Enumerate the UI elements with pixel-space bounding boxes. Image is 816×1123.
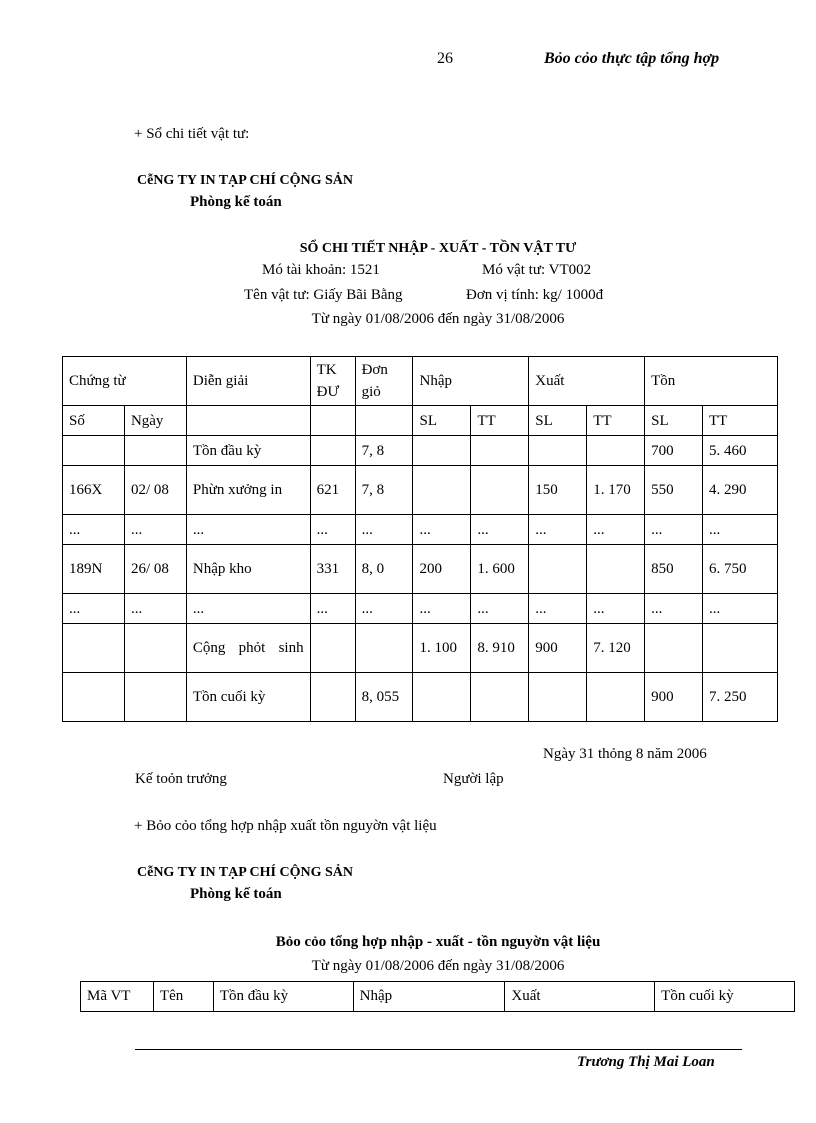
material-name: Tên vật tư: Giấy Bãi Bằng: [244, 287, 403, 303]
cell: ...: [124, 594, 186, 624]
col-receipt: Nhập: [353, 982, 505, 1012]
cell: [63, 673, 125, 722]
col-description: Diễn giải: [186, 357, 310, 406]
col-material-code: Mã VT: [81, 982, 154, 1012]
cell: [703, 624, 778, 673]
cell: [587, 436, 645, 466]
cell: [645, 624, 703, 673]
cell: 02/ 08: [124, 466, 186, 515]
table-row: [63, 466, 778, 515]
col-opening-balance: Tồn đầu kỳ: [213, 982, 353, 1012]
preparer-label: Người lập: [443, 771, 504, 787]
cell: 550: [645, 466, 703, 515]
account-code: Mó tài khoản: 1521: [262, 262, 380, 278]
footer-author: Trương Thị Mai Loan: [577, 1054, 715, 1070]
ledger-title: SỔ CHI TIẾT NHẬP - XUẤT - TỒN VẬT TƯ: [299, 241, 577, 256]
cell: [124, 673, 186, 722]
cell: 4. 290: [703, 466, 778, 515]
page-number: 26: [437, 50, 453, 67]
cell: 7, 8: [355, 466, 413, 515]
col-issue-qty: SL: [529, 406, 587, 436]
section2-company: CễNG TY IN TẠP CHÍ CỘNG SẢN: [137, 865, 353, 880]
cell: 900: [529, 624, 587, 673]
cell: [529, 673, 587, 722]
cell: [124, 624, 186, 673]
cell: ...: [310, 515, 355, 545]
cell: Phừn xưởng in: [186, 466, 310, 515]
cell: ...: [63, 594, 125, 624]
ledger-table: [62, 356, 778, 722]
cell: ...: [355, 515, 413, 545]
col-unit-price: Đơn giỏ: [355, 357, 413, 406]
cell: [587, 673, 645, 722]
cell: 8, 055: [355, 673, 413, 722]
cell: 621: [310, 466, 355, 515]
cell: [63, 436, 125, 466]
col-balance-qty: SL: [645, 406, 703, 436]
cell: ...: [703, 594, 778, 624]
footer-divider: [135, 1049, 742, 1050]
cell: 331: [310, 545, 355, 594]
section2-department: Phòng kế toán: [190, 886, 282, 902]
table-row: [63, 624, 778, 673]
cell: Tồn đầu kỳ: [186, 436, 310, 466]
cell: ...: [413, 515, 471, 545]
col-voucher-date: Ngày: [124, 406, 186, 436]
cell: [63, 624, 125, 673]
cell: 8, 0: [355, 545, 413, 594]
col-issue: Xuất: [529, 357, 645, 406]
cell: [529, 545, 587, 594]
col-balance-amount: TT: [703, 406, 778, 436]
cell: [310, 436, 355, 466]
cell: 1. 170: [587, 466, 645, 515]
summary-period: Từ ngày 01/08/2006 đến ngày 31/08/2006: [311, 958, 565, 974]
cell: 150: [529, 466, 587, 515]
cell: 189N: [63, 545, 125, 594]
cell: ...: [310, 594, 355, 624]
section1-department: Phòng kế toán: [190, 194, 282, 210]
cell: 6. 750: [703, 545, 778, 594]
signature-date: Ngày 31 thỏng 8 năm 2006: [543, 746, 707, 762]
ledger-header-row-1: [63, 357, 778, 406]
col-voucher: Chứng từ: [63, 357, 187, 406]
cell: [413, 466, 471, 515]
table-row: [63, 515, 778, 545]
empty-cell: [355, 406, 413, 436]
cell: Tồn cuối kỳ: [186, 673, 310, 722]
cell: ...: [63, 515, 125, 545]
cell: 1. 100: [413, 624, 471, 673]
cell: ...: [471, 515, 529, 545]
cell: 26/ 08: [124, 545, 186, 594]
col-balance: Tồn: [645, 357, 778, 406]
cell: 900: [645, 673, 703, 722]
ledger-period: Từ ngày 01/08/2006 đến ngày 31/08/2006: [311, 311, 565, 327]
ledger-header-row-2: [63, 406, 778, 436]
section1-heading: + Sổ chi tiết vật tư:: [134, 126, 250, 142]
cell: Nhập kho: [186, 545, 310, 594]
cell: ...: [471, 594, 529, 624]
table-row: [63, 545, 778, 594]
cell: [413, 436, 471, 466]
material-code: Mó vật tư: VT002: [482, 262, 592, 278]
cell: ...: [529, 594, 587, 624]
cell: [471, 466, 529, 515]
section2-heading: + Bỏo cỏo tổng hợp nhập xuất tồn nguyờn vật liệu: [134, 818, 437, 834]
cell: 7. 250: [703, 673, 778, 722]
cell: [310, 624, 355, 673]
cell: [529, 436, 587, 466]
cell: [587, 545, 645, 594]
cell: ...: [124, 515, 186, 545]
cell: ...: [186, 515, 310, 545]
col-receipt: Nhập: [413, 357, 529, 406]
unit-of-measure: Đơn vị tính: kg/ 1000đ: [466, 287, 604, 303]
cell: [413, 673, 471, 722]
cell: [124, 436, 186, 466]
cell: [355, 624, 413, 673]
cell: ...: [355, 594, 413, 624]
col-counter-account: TK ĐƯ: [310, 357, 355, 406]
table-row: [63, 673, 778, 722]
col-issue: Xuất: [505, 982, 655, 1012]
col-material-name: Tên: [153, 982, 213, 1012]
cell: 7, 8: [355, 436, 413, 466]
empty-cell: [310, 406, 355, 436]
cell: 166X: [63, 466, 125, 515]
cell: ...: [703, 515, 778, 545]
summary-header-row: [81, 982, 795, 1012]
cell: 5. 460: [703, 436, 778, 466]
cell: 850: [645, 545, 703, 594]
cell: ...: [645, 515, 703, 545]
cell: 8. 910: [471, 624, 529, 673]
cell: [471, 673, 529, 722]
col-receipt-amount: TT: [471, 406, 529, 436]
cell: [471, 436, 529, 466]
cell: 7. 120: [587, 624, 645, 673]
section1-company: CễNG TY IN TẠP CHÍ CỘNG SẢN: [137, 173, 353, 188]
table-row: [63, 436, 778, 466]
col-receipt-qty: SL: [413, 406, 471, 436]
col-issue-amount: TT: [587, 406, 645, 436]
cell: 200: [413, 545, 471, 594]
summary-table: [80, 981, 795, 1012]
col-closing-balance: Tồn cuối kỳ: [655, 982, 795, 1012]
table-row: [63, 594, 778, 624]
cell: [310, 673, 355, 722]
cell: 1. 600: [471, 545, 529, 594]
chief-accountant-label: Kế toỏn trưởng: [135, 771, 227, 787]
cell: ...: [529, 515, 587, 545]
cell: ...: [413, 594, 471, 624]
cell: 700: [645, 436, 703, 466]
col-voucher-number: Số: [63, 406, 125, 436]
cell: ...: [587, 594, 645, 624]
empty-cell: [186, 406, 310, 436]
summary-title: Bỏo cỏo tổng hợp nhập - xuất - tồn nguyờn vật liệu: [275, 934, 601, 950]
document-header-title: Bỏo cỏo thực tập tổng hợp: [544, 50, 720, 67]
cell: Cộng phỏt sinh: [186, 624, 310, 673]
cell: ...: [645, 594, 703, 624]
cell: ...: [186, 594, 310, 624]
cell: ...: [587, 515, 645, 545]
